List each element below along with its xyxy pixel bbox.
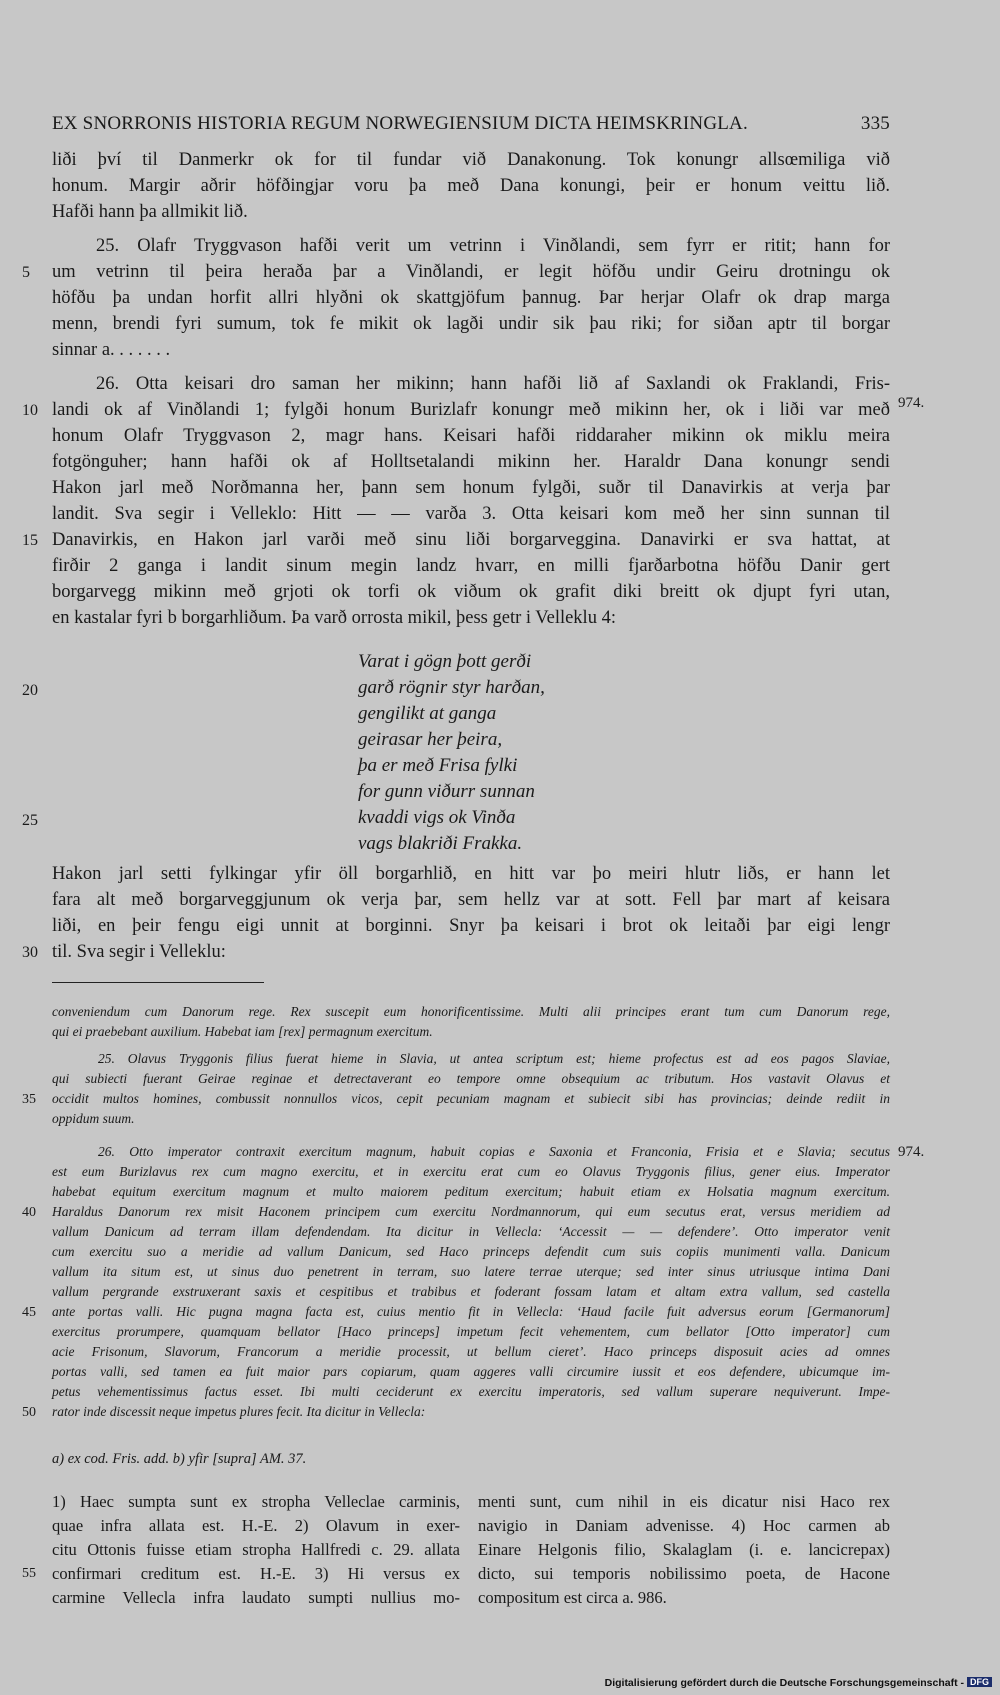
text-line: liði, en þeir fengu eigi unnit at borginni. Snyr þa keisari i brot ok leitaði þar eigi lengr [52,916,890,936]
text-line: til. Sva segir i Velleklu: [52,942,226,962]
latin-line: vallum ita situm est, ut sinus duo penetrent in terram, suo latere terrae uterque; sed inter sinus utriusque intima Dani [52,1264,890,1279]
latin-line: cum exercitu suo a meridie ad vallum Danicum, sed Haco princeps defendit cum suis copiis munimenti valla. Danicum [52,1244,890,1259]
note-line: confirmari creditum est. H.-E. 3) Hi versus ex [52,1564,460,1583]
text-line: en kastalar fyri b borgarhliðum. Þa varð orrosta mikil, þess getr i Velleklu 4: [52,608,616,628]
digitization-credit [605,1677,992,1689]
latin-line: portas valli, sed tamen ea fuit maior pars copiarum, quam aggeres valli circumire iussit et eos defendere, ubicumque im- [52,1364,890,1379]
note-line: quae infra allata est. H.-E. 2) Olavum in exer- [52,1516,460,1535]
line-number: 40 [22,1205,36,1220]
note-line: compositum est circa a. 986. [478,1588,667,1607]
verse-line: for gunn viðurr sunnan [358,781,535,802]
text-line: sinnar a. . . . . . . [52,340,171,360]
text-line: fara alt með borgarveggjunum ok verja þar, sem hellz var at sott. Fell þar mart af keisara [52,890,890,910]
latin-line: qui subiecti fuerant Geirae reginae et detrectaverant eo tempore omne obsequium ac tributum. Hos vastavit Olavus et [52,1071,890,1086]
text-line: honum Olafr Tryggvason 2, magr hans. Keisari hafði riddaraher mikinn ok miklu meira [52,426,890,446]
note-line: navigio in Daniam advenisse. 4) Hoc carmen ab [478,1516,890,1535]
footnote-rule [52,982,264,983]
latin-line: exercitus prorumpere, quamquam bellator [Haco princeps] impetum fecit vehementem, cum bellator [Otto imperator] cum [52,1324,890,1339]
latin-line: 25. Olavus Tryggonis filius fuerat hieme in Slavia, ut antea scriptum est; hieme profectus est ad eos pagos Slaviae, [98,1051,890,1066]
latin-line: vallum pergrande exstruxerant saxis et cespitibus et trabibus et foderant fossam latam et altam extra vallum, sed castella [52,1284,890,1299]
verse-line: geirasar her þeira, [358,729,503,750]
margin-year: 974. [898,395,925,411]
text-line: borgarvegg mikinn með grjoti ok torfi ok viðum ok grafit diki breitt ok djupt fyri utan, [52,582,890,602]
verse-line: þa er með Frisa fylki [358,755,518,776]
line-number: 35 [22,1092,36,1107]
verse-line: garð rögnir styr harðan, [358,677,545,698]
line-number: 45 [22,1305,36,1320]
header-title: EX SNORRONIS HISTORIA REGUM NORWEGIENSIUM DICTA HEIMSKRINGLA. [52,113,748,134]
line-number: 55 [22,1566,36,1581]
text-line: firðir 2 ganga i landit sinum megin landz hvarr, en milli fjarðarbotna höfðu Danir gert [52,556,890,576]
credit-text: Digitalisierung gefördert durch die Deutsche Forschungsgemeinschaft - [604,1677,964,1689]
latin-line: acie Frisonum, Slavorum, Francorum a meridie processit, ut bellum cieret’. Haco princeps disposuit acies ad omnes [52,1344,890,1359]
verse-line: vags blakriði Frakka. [358,833,523,854]
text-line: fotgönguher; hann hafði ok af Holltsetalandi mikinn her. Haraldr Dana konungr sendi [52,452,890,472]
note-line: menti sunt, cum nihil in eis dicatur nisi Haco rex [478,1492,890,1511]
text-line: 25. Olafr Tryggvason hafði verit um vetrinn i Vinðlandi, sem fyrr er ritit; hann for [96,236,890,256]
latin-line: qui ei praebebant auxilium. Habebat iam [rex] permagnum exercitum. [52,1024,433,1039]
text-line: honum. Margir aðrir höfðingjar voru þa með Dana konungi, þeir er honum veittu lið. [52,176,890,196]
text-line: Hafði hann þa allmikit lið. [52,202,248,222]
line-number: 25 [22,812,38,829]
page-number: 335 [860,113,890,134]
latin-line: conveniendum cum Danorum rege. Rex suscepit eum honorificentissime. Multi alii principes erant tum cum Danorum rege, [52,1004,890,1019]
text-line: um vetrinn til þeira heraða þar a Vinðlandi, er legit höfðu undir Geiru drotningu ok [52,262,890,282]
text-line: höfðu þa undan horfit allri hlyðni ok skattgjöfum þannug. Þar herjar Olafr ok drap marga [52,288,890,308]
text-line: landi ok af Vinðlandi 1; fylgði honum Burizlafr konungr með mikinn her, ok i liði var með [52,400,890,420]
latin-line: petus vehementissimus factus esset. Ibi multi ceciderunt ex exercitu imperatoris, sed vallum superare nequiverunt. Impe- [52,1384,890,1399]
margin-year: 974. [898,1144,925,1160]
text-line: Hakon jarl með Norðmanna her, þann sem honum fylgði, suðr til Danavirkis at verja þar [52,478,890,498]
line-number: 20 [22,682,38,699]
latin-line: Haraldus Danorum rex misit Haconem principem cum exercitu Nordmannorum, qui eum secutus erat, versus meridiem ad [52,1204,890,1219]
note-line: 1) Haec sumpta sunt ex stropha Velleclae carminis, [52,1492,460,1511]
latin-line: rator inde discessit neque impetus plures fecit. Ita dicitur in Vellecla: [52,1404,426,1419]
text-line: menn, brendi fyri sumum, tok fe mikit ok lagði undir sik þau riki; for siðan aptr til borgar [52,314,890,334]
line-number: 15 [22,532,38,549]
latin-line: oppidum suum. [52,1111,135,1126]
latin-line: 26. Otto imperator contraxit exercitum magnum, habuit copias e Saxonia et Franconia, Frisia et e Slavia; secutus [98,1144,890,1159]
line-number: 30 [22,944,38,961]
line-number: 10 [22,402,38,419]
running-header [52,113,890,135]
line-number: 50 [22,1405,36,1420]
verse-line: kvaddi vigs ok Vinða [358,807,516,828]
dfg-logo-icon: DFG [967,1677,992,1687]
text-line: 26. Otta keisari dro saman her mikinn; hann hafði lið af Saxlandi ok Fraklandi, Fris- [96,374,890,394]
note-line: citu Ottonis fuisse etiam stropha Hallfredi c. 29. allata [52,1540,460,1559]
note-line: dicto, sui temporis nobilissimo poeta, de Hacone [478,1564,890,1583]
latin-line: habebat equitum exercitum magnum et multo maiorem peditum exercitum; habuit etiam ex Holsatia magnum exercitum. [52,1184,890,1199]
text-line: Hakon jarl setti fylkingar yfir öll borgarhlið, en hitt var þo meiri hlutr liðs, er hann let [52,864,890,884]
verse-line: Varat i gögn þott gerði [358,651,532,672]
latin-line: ante portas valli. Hic pugna magna facta est, cuius mentio fit in Vellecla: ‘Haud facile fuit adversus eorum [Germanorum] [52,1304,890,1319]
note-line: Einare Helgonis filio, Skalaglam (i. e. lancicrepax) [478,1540,890,1559]
note-line: carmine Vellecla infra laudato sumpti nullius mo- [52,1588,460,1607]
latin-line: vallum Danicum ad terram illam defendendam. Ita dicitur in Vellecla: ‘Accessit — — defendere’. Otto imperator venit [52,1224,890,1239]
variant-readings: a) ex cod. Fris. add. b) yfir [supra] AM. 37. [52,1451,307,1467]
verse-line: gengilikt at ganga [358,703,497,724]
text-line: liði því til Danmerkr ok for til fundar við Danakonung. Tok konungr allsœmiliga við [52,150,890,170]
text-line: landit. Sva segir i Velleklo: Hitt — — varða 3. Otta keisari kom með her sinn sunnan til [52,504,890,524]
latin-line: occidit multos homines, combussit nonnullos vicos, cepit pecuniam magnam et subiecit sibi has provincias; deinde rediit in [52,1091,890,1106]
line-number: 5 [22,264,30,281]
latin-line: est eum Burizlavus rex cum magno exercitu, et in exercitu erat cum eo Olavus Tryggonis filius, gener eius. Imperator [52,1164,890,1179]
text-line: Danavirkis, en Hakon jarl varði með sinu liði borgarveggina. Danavirki er sva hattat, at [52,530,890,550]
